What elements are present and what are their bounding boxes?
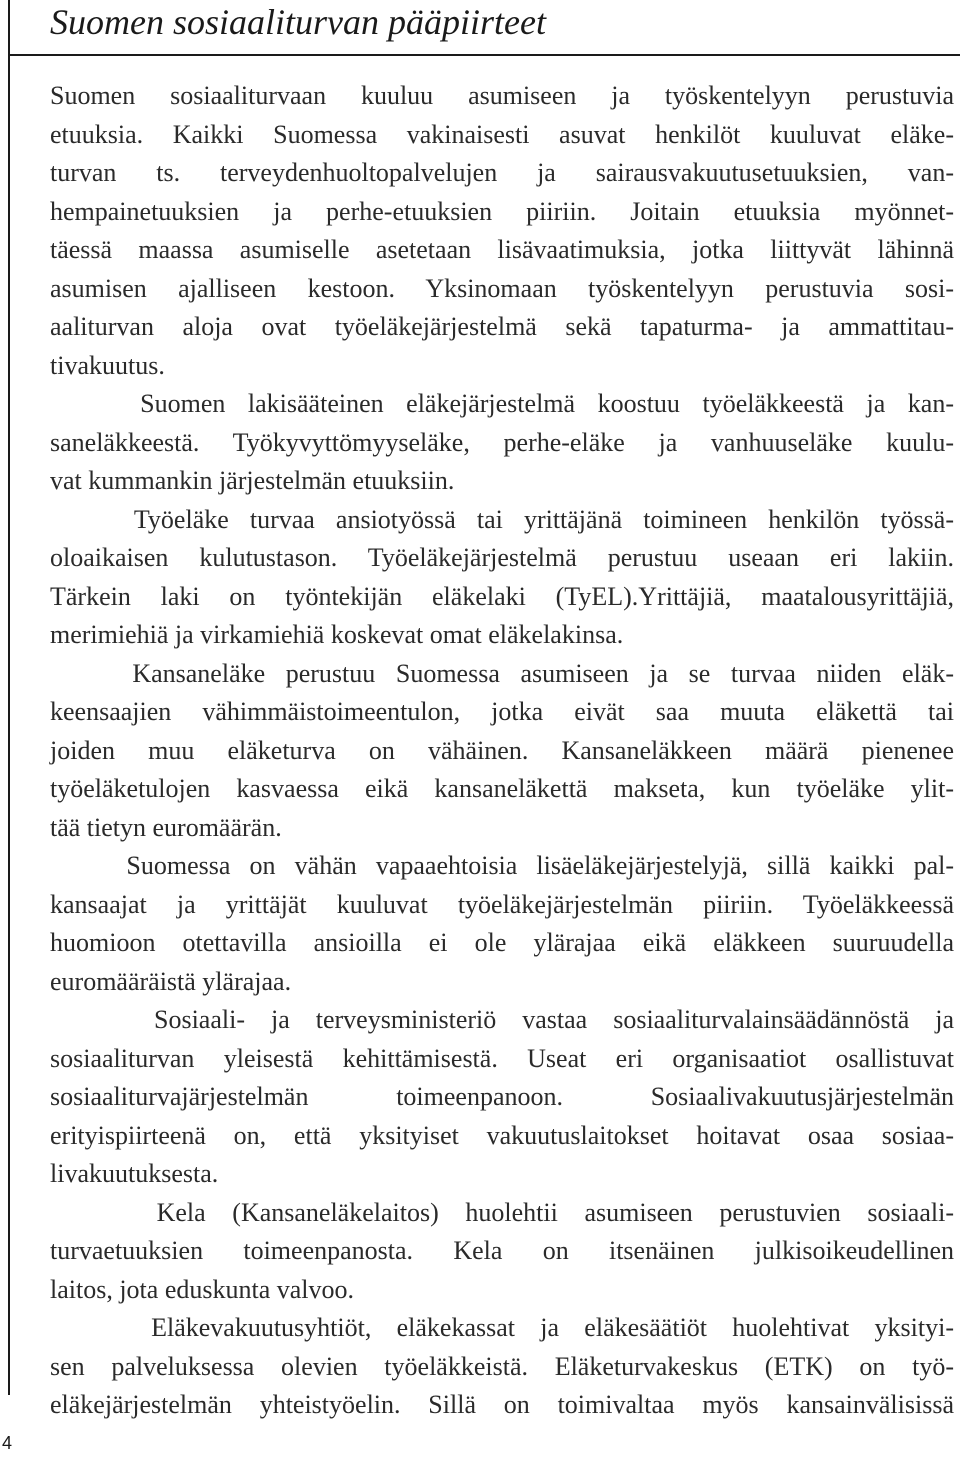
text-line: euromääräistä ylärajaa. <box>50 966 292 996</box>
page-number: 4 <box>2 1433 13 1453</box>
body-text <box>50 77 954 1425</box>
text-line: Suomessa on vähän vapaaehtoisia lisäeläkejärjestelyjä, sillä kaikki pal- <box>50 851 954 880</box>
text-line: merimiehiä ja virkamiehiä koskevat omat eläkelakinsa. <box>50 620 624 649</box>
text-line: sosiaaliturvan yleisestä kehittämisestä. Useat eri organisaatiot osallistuvat <box>50 1043 954 1073</box>
text-line: livakuutuksesta. <box>50 1159 219 1188</box>
text-line: Kela (Kansaneläkelaitos) huolehtii asumiseen perustuvien sosiaali- <box>50 1197 954 1227</box>
text-line: turvan ts. terveydenhuoltopalvelujen ja sairausvakuutusetuuksien, van- <box>50 158 954 187</box>
text-line: Kansaneläke perustuu Suomessa asumiseen ja se turvaa niiden eläk- <box>50 658 954 688</box>
text-line: joiden muu eläketurva on vähäinen. Kansaneläkkeen määrä pienenee <box>50 735 954 765</box>
text-line: vat kummankin järjestelmän etuuksiin. <box>50 466 455 495</box>
text-line: työeläketulojen kasvaessa eikä kansaneläkettä makseta, kun työeläke ylit- <box>50 774 954 803</box>
text-line: Sosiaali- ja terveysministeriö vastaa sosiaaliturvalainsäädännöstä ja <box>50 1005 954 1034</box>
text-line: keensaajien vähimmäistoimeentulon, jotka eivät saa muuta eläkettä tai <box>50 697 954 726</box>
text-line: erityispiirteenä on, että yksityiset vakuutuslaitokset hoitavat osaa sosiaa- <box>50 1120 954 1150</box>
text-line: sosiaaliturvajärjestelmän toimeenpanoon. Sosiaalivakuutusjärjestelmän <box>50 1082 954 1111</box>
text-line: sen palveluksessa olevien työeläkkeistä. Eläketurvakeskus (ETK) on työ- <box>50 1351 954 1381</box>
text-line: Tärkein laki on työntekijän eläkelaki (TyEL).Yrittäjiä, maatalousyrittäjiä, <box>50 581 954 611</box>
left-margin-rule <box>8 0 10 1395</box>
page-title: Suomen sosiaaliturvan pääpiirteet <box>50 2 546 42</box>
title-underline-rule <box>8 54 960 56</box>
text-line: eläkejärjestelmän yhteistyöelin. Sillä on toimivaltaa myös kansainvälisissä <box>50 1390 954 1419</box>
text-line: Suomen lakisääteinen eläkejärjestelmä koostuu työeläkkeestä ja kan- <box>50 389 954 418</box>
text-line: Työeläke turvaa ansiotyössä tai yrittäjänä toimineen henkilön työssä- <box>50 504 954 534</box>
text-line: laitos, jota eduskunta valvoo. <box>50 1274 355 1304</box>
text-line: turvaetuuksien toimeenpanosta. Kela on itsenäinen julkisoikeudellinen <box>50 1236 954 1265</box>
text-line: Suomen sosiaaliturvaan kuuluu asumiseen ja työskentelyyn perustuvia <box>50 81 954 110</box>
text-line: tivakuutus. <box>50 350 165 380</box>
text-line: aaliturvan aloja ovat työeläkejärjestelmä sekä tapaturma- ja ammattitau- <box>50 312 954 341</box>
text-line: oloaikaisen kulutustason. Työeläkejärjestelmä perustuu useaan eri lakiin. <box>50 543 954 572</box>
text-line: saneläkkeestä. Työkyvyttömyyseläke, perhe-eläke ja vanhuuseläke kuulu- <box>50 427 954 457</box>
text-line: etuuksia. Kaikki Suomessa vakinaisesti asuvat henkilöt kuuluvat eläke- <box>50 119 954 149</box>
text-line: hempainetuuksien ja perhe-etuuksien piiriin. Joitain etuuksia myönnet- <box>50 196 954 226</box>
text-line: tää tietyn euromäärän. <box>50 812 282 842</box>
text-line: huomioon otettavilla ansioilla ei ole ylärajaa eikä eläkkeen suuruudella <box>50 928 954 957</box>
text-line: kansaajat ja yrittäjät kuuluvat työeläkejärjestelmän piiriin. Työeläkkeessä <box>50 889 954 919</box>
text-line: täessä maassa asumiselle asetetaan lisävaatimuksia, jotka liittyvät lähinnä <box>50 235 954 264</box>
text-line: Eläkevakuutusyhtiöt, eläkekassat ja eläkesäätiöt huolehtivat yksityi- <box>50 1313 954 1342</box>
text-line: asumisen ajalliseen kestoon. Yksinomaan työskentelyyn perustuvia sosi- <box>50 273 954 303</box>
